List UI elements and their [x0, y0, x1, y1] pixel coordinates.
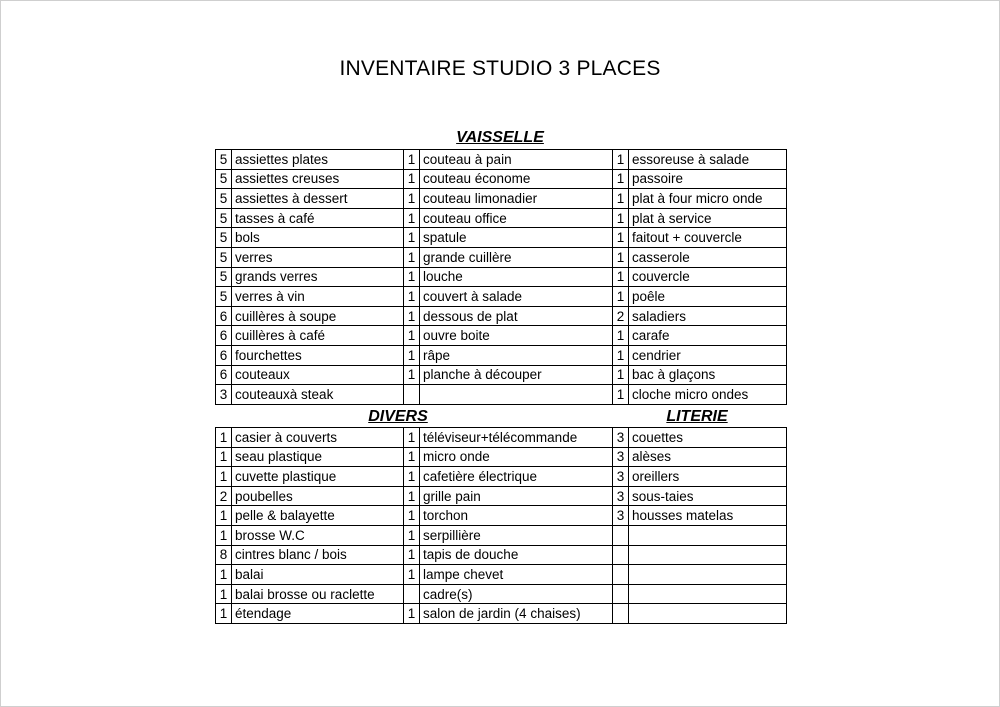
item-label: cendrier	[629, 345, 787, 365]
item-quantity: 3	[613, 486, 629, 506]
item-label: étendage	[232, 604, 404, 624]
item-quantity: 5	[216, 247, 232, 267]
item-quantity: 1	[613, 208, 629, 228]
item-quantity: 1	[404, 189, 420, 209]
item-quantity: 1	[404, 525, 420, 545]
item-quantity: 1	[404, 287, 420, 307]
divers-literie-row	[216, 584, 787, 604]
vaisselle-row	[216, 287, 787, 307]
item-quantity: 1	[404, 365, 420, 385]
item-quantity: 5	[216, 169, 232, 189]
vaisselle-row	[216, 365, 787, 385]
divers-literie-row	[216, 428, 787, 448]
item-label: grande cuillère	[420, 247, 613, 267]
item-label	[629, 525, 787, 545]
item-quantity: 3	[613, 467, 629, 487]
item-quantity: 1	[216, 447, 232, 467]
item-quantity: 6	[216, 345, 232, 365]
item-label: cintres blanc / bois	[232, 545, 404, 565]
item-label: spatule	[420, 228, 613, 248]
item-quantity: 1	[404, 267, 420, 287]
item-quantity: 1	[613, 385, 629, 405]
item-quantity: 1	[404, 604, 420, 624]
divers-literie-row	[216, 467, 787, 487]
vaisselle-row	[216, 345, 787, 365]
item-quantity: 5	[216, 150, 232, 170]
item-label	[420, 385, 613, 405]
item-quantity: 1	[404, 150, 420, 170]
item-quantity: 2	[613, 306, 629, 326]
item-label: couteau à pain	[420, 150, 613, 170]
item-quantity: 1	[404, 565, 420, 585]
vaisselle-row	[216, 150, 787, 170]
item-quantity: 5	[216, 189, 232, 209]
item-label: housses matelas	[629, 506, 787, 526]
item-label: verres	[232, 247, 404, 267]
item-label: poêle	[629, 287, 787, 307]
item-label: couteaux	[232, 365, 404, 385]
divers-literie-row	[216, 506, 787, 526]
item-quantity: 6	[216, 326, 232, 346]
item-label: couteau office	[420, 208, 613, 228]
item-quantity: 1	[613, 150, 629, 170]
item-quantity	[613, 525, 629, 545]
item-label: verres à vin	[232, 287, 404, 307]
item-quantity: 1	[613, 326, 629, 346]
item-quantity: 1	[404, 345, 420, 365]
item-label: salon de jardin (4 chaises)	[420, 604, 613, 624]
item-label: assiettes creuses	[232, 169, 404, 189]
item-label: assiettes plates	[232, 150, 404, 170]
item-quantity: 1	[404, 467, 420, 487]
vaisselle-row	[216, 169, 787, 189]
vaisselle-row	[216, 385, 787, 405]
item-quantity: 6	[216, 365, 232, 385]
vaisselle-row	[216, 228, 787, 248]
item-label: plat à four micro onde	[629, 189, 787, 209]
item-label: alèses	[629, 447, 787, 467]
divers-literie-row	[216, 565, 787, 585]
item-label: balai	[232, 565, 404, 585]
item-quantity: 1	[404, 247, 420, 267]
item-quantity: 1	[404, 306, 420, 326]
item-label	[629, 565, 787, 585]
item-label: cafetière électrique	[420, 467, 613, 487]
item-quantity: 1	[404, 208, 420, 228]
item-label: couteau économe	[420, 169, 613, 189]
item-quantity: 1	[404, 326, 420, 346]
item-label: saladiers	[629, 306, 787, 326]
item-quantity	[613, 604, 629, 624]
item-quantity: 1	[216, 604, 232, 624]
item-label: brosse W.C	[232, 525, 404, 545]
item-label: louche	[420, 267, 613, 287]
item-label: couteau limonadier	[420, 189, 613, 209]
item-quantity: 1	[613, 169, 629, 189]
item-quantity: 1	[404, 506, 420, 526]
item-label: serpillière	[420, 525, 613, 545]
item-label: torchon	[420, 506, 613, 526]
item-label: micro onde	[420, 447, 613, 467]
item-label: couettes	[629, 428, 787, 448]
item-quantity	[613, 565, 629, 585]
item-quantity: 1	[613, 267, 629, 287]
item-label: assiettes à dessert	[232, 189, 404, 209]
item-quantity: 3	[216, 385, 232, 405]
item-quantity: 3	[613, 428, 629, 448]
divers-literie-table	[215, 427, 787, 624]
item-label: plat à service	[629, 208, 787, 228]
item-quantity	[404, 385, 420, 405]
item-label: balai brosse ou raclette	[232, 584, 404, 604]
vaisselle-row	[216, 326, 787, 346]
item-label: seau plastique	[232, 447, 404, 467]
item-quantity: 1	[404, 228, 420, 248]
item-quantity: 1	[613, 247, 629, 267]
item-quantity: 1	[613, 189, 629, 209]
item-quantity: 1	[404, 169, 420, 189]
item-quantity: 6	[216, 306, 232, 326]
item-quantity: 1	[404, 545, 420, 565]
item-label: planche à découper	[420, 365, 613, 385]
document-title: INVENTAIRE STUDIO 3 PLACES	[339, 57, 661, 80]
item-label: grille pain	[420, 486, 613, 506]
item-label	[629, 545, 787, 565]
item-quantity: 1	[216, 467, 232, 487]
item-label: cloche micro ondes	[629, 385, 787, 405]
divers-literie-row	[216, 447, 787, 467]
vaisselle-row	[216, 189, 787, 209]
item-quantity: 5	[216, 267, 232, 287]
item-quantity: 5	[216, 287, 232, 307]
item-label: couvert à salade	[420, 287, 613, 307]
item-label: tasses à café	[232, 208, 404, 228]
vaisselle-row	[216, 247, 787, 267]
item-label: râpe	[420, 345, 613, 365]
item-label: sous-taies	[629, 486, 787, 506]
item-quantity: 1	[404, 447, 420, 467]
item-quantity: 1	[216, 506, 232, 526]
item-quantity: 5	[216, 228, 232, 248]
item-quantity: 1	[216, 565, 232, 585]
item-label: pelle & balayette	[232, 506, 404, 526]
item-label: oreillers	[629, 467, 787, 487]
divers-literie-row	[216, 525, 787, 545]
item-label: ouvre boite	[420, 326, 613, 346]
item-quantity: 2	[216, 486, 232, 506]
item-quantity: 1	[613, 228, 629, 248]
vaisselle-row	[216, 306, 787, 326]
item-quantity	[404, 584, 420, 604]
divers-literie-row	[216, 545, 787, 565]
item-label: grands verres	[232, 267, 404, 287]
item-label: passoire	[629, 169, 787, 189]
item-label: tapis de douche	[420, 545, 613, 565]
item-label: carafe	[629, 326, 787, 346]
item-label	[629, 604, 787, 624]
item-quantity	[613, 584, 629, 604]
item-quantity: 1	[613, 287, 629, 307]
vaisselle-table	[215, 149, 787, 405]
item-label: couteauxà steak	[232, 385, 404, 405]
item-label: bac à glaçons	[629, 365, 787, 385]
item-quantity: 1	[216, 525, 232, 545]
vaisselle-row	[216, 267, 787, 287]
item-quantity: 5	[216, 208, 232, 228]
item-label: faitout + couvercle	[629, 228, 787, 248]
item-quantity: 3	[613, 447, 629, 467]
section-heading-literie: LITERIE	[666, 408, 728, 425]
vaisselle-row	[216, 208, 787, 228]
item-label: couvercle	[629, 267, 787, 287]
item-label: cuillères à soupe	[232, 306, 404, 326]
item-label: poubelles	[232, 486, 404, 506]
divers-literie-row	[216, 604, 787, 624]
item-label: casier à couverts	[232, 428, 404, 448]
section-heading-divers: DIVERS	[368, 408, 428, 425]
item-label: dessous de plat	[420, 306, 613, 326]
item-quantity: 1	[404, 428, 420, 448]
item-quantity: 8	[216, 545, 232, 565]
item-label: cuvette plastique	[232, 467, 404, 487]
item-quantity: 3	[613, 506, 629, 526]
section-heading-vaisselle: VAISSELLE	[456, 129, 544, 146]
item-quantity: 1	[613, 345, 629, 365]
item-label: cadre(s)	[420, 584, 613, 604]
item-label: essoreuse à salade	[629, 150, 787, 170]
item-quantity: 1	[613, 365, 629, 385]
item-quantity: 1	[216, 584, 232, 604]
item-quantity: 1	[216, 428, 232, 448]
item-label: casserole	[629, 247, 787, 267]
item-label: lampe chevet	[420, 565, 613, 585]
item-label: bols	[232, 228, 404, 248]
item-label: cuillères à café	[232, 326, 404, 346]
item-label: fourchettes	[232, 345, 404, 365]
item-label	[629, 584, 787, 604]
item-label: téléviseur+télécommande	[420, 428, 613, 448]
item-quantity: 1	[404, 486, 420, 506]
item-quantity	[613, 545, 629, 565]
divers-literie-row	[216, 486, 787, 506]
